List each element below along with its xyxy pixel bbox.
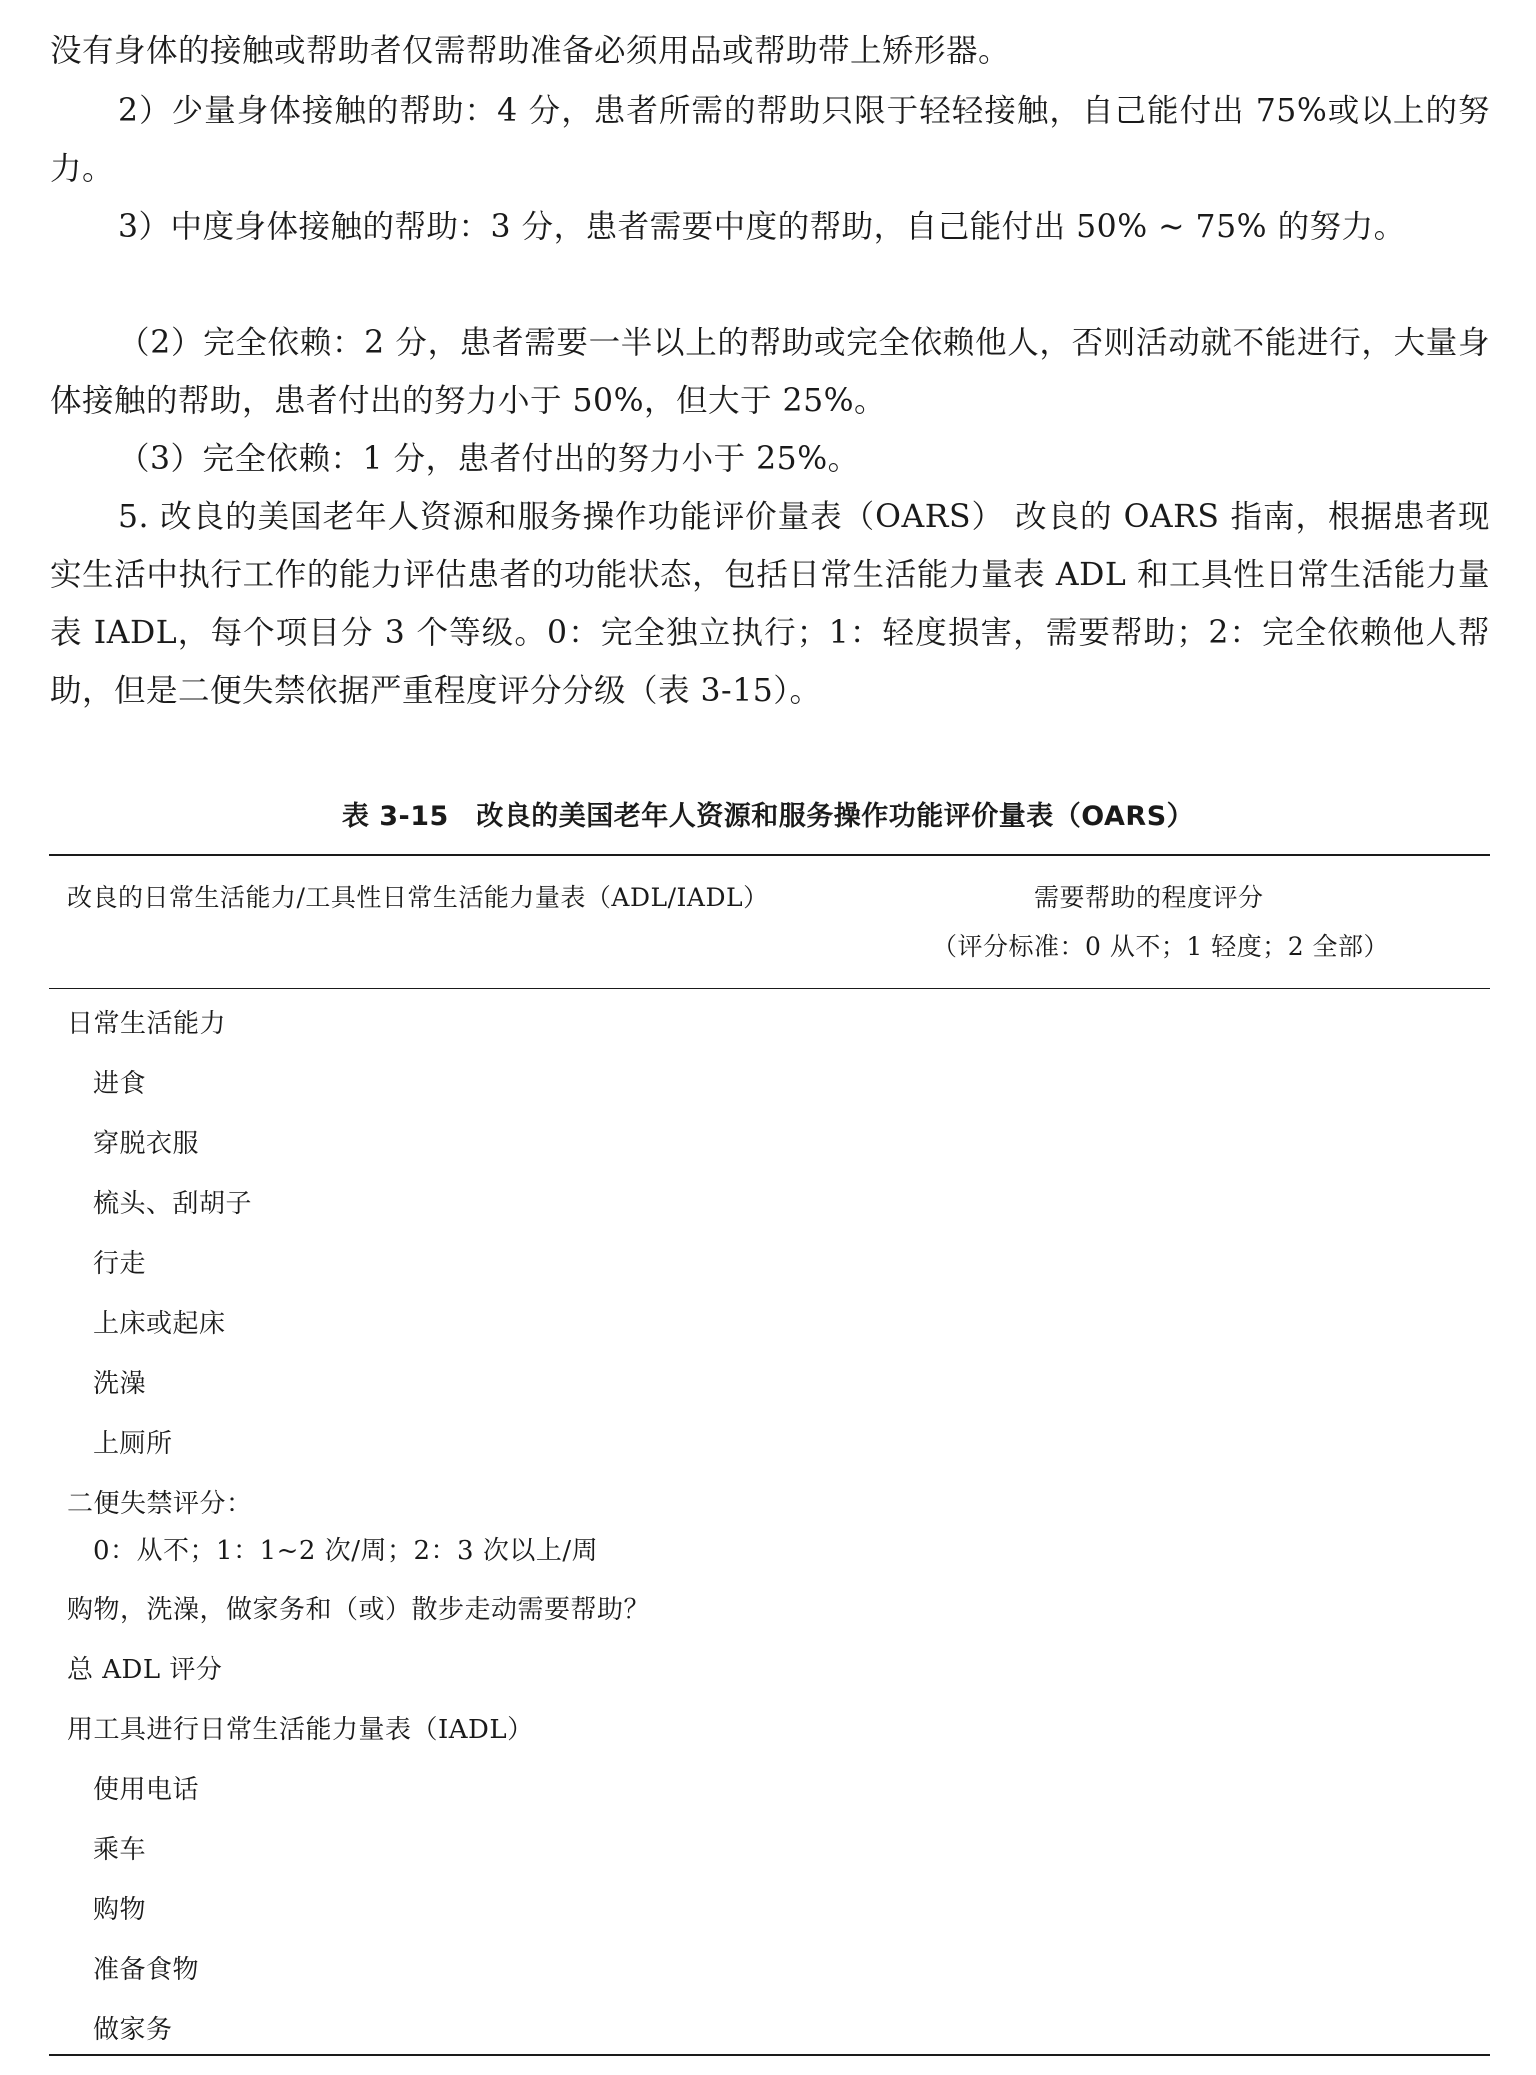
body-paragraph: 2）少量身体接触的帮助：4 分，患者所需的帮助只限于轻轻接触，自己能付出 75%或以上的努力。: [50, 93, 1490, 187]
table-bottom-rule: [49, 2054, 1490, 2056]
table-row: 梳头、刮胡子: [93, 1189, 253, 1219]
table-header-right-subtitle: （评分标准：0 从不；1 轻度；2 全部）: [932, 932, 1390, 961]
body-paragraph: 5. 改良的美国老年人资源和服务操作功能评价量表（OARS） 改良的 OARS 指南，根据患者现实生活中执行工作的能力评估患者的功能状态，包括日常生活能力量表 ADL 和工具性日常生活能力量表 IADL，每个项目分 3 个等级。0：完全独立执行；1：轻度损害，需要帮助；2：完全依赖他人帮助，但是二便失禁依据严重程度评分分级（表 3-15）。: [50, 499, 1490, 709]
table-row: 使用电话: [93, 1775, 200, 1805]
table-row-note: 0：从不；1：1~2 次/周；2：3 次以上/周: [93, 1536, 599, 1566]
table-row: 购物，洗澡，做家务和（或）散步走动需要帮助？: [67, 1595, 651, 1625]
table-row: 准备食物: [93, 1955, 200, 1985]
table-row: 行走: [93, 1249, 147, 1279]
table-header-left: 改良的日常生活能力/工具性日常生活能力量表（ADL/IADL）: [67, 883, 769, 912]
body-paragraph: （3）完全依赖：1 分，患者付出的努力小于 25%。: [118, 441, 860, 477]
table-row: 穿脱衣服: [93, 1129, 200, 1159]
table-row: 进食: [93, 1069, 147, 1099]
table-row-section: 日常生活能力: [67, 1009, 227, 1039]
table-header-right: 需要帮助的程度评分: [1034, 883, 1264, 912]
table-header-rule: [49, 988, 1490, 989]
table-row-section: 用工具进行日常生活能力量表（IADL）: [67, 1715, 534, 1745]
table-row: 乘车: [93, 1835, 147, 1865]
table-caption: 表 3-15 改良的美国老年人资源和服务操作功能评价量表（OARS）: [341, 801, 1195, 832]
table-top-rule: [49, 854, 1490, 856]
table-row: 做家务: [93, 2015, 173, 2045]
body-paragraph: 没有身体的接触或帮助者仅需帮助准备必须用品或帮助带上矫形器。: [50, 33, 1011, 69]
table-row: 上厕所: [93, 1429, 173, 1459]
table-row: 购物: [93, 1895, 147, 1925]
table-row-total: 总 ADL 评分: [67, 1655, 223, 1685]
body-paragraph: （2）完全依赖：2 分，患者需要一半以上的帮助或完全依赖他人，否则活动就不能进行，大量身体接触的帮助，患者付出的努力小于 50%，但大于 25%。: [50, 325, 1490, 419]
table-row: 上床或起床: [93, 1309, 226, 1339]
table-row-section: 二便失禁评分：: [67, 1489, 253, 1519]
table-row: 洗澡: [93, 1369, 147, 1399]
body-paragraph: 3）中度身体接触的帮助：3 分，患者需要中度的帮助，自己能付出 50% ~ 75% 的努力。: [118, 209, 1406, 245]
